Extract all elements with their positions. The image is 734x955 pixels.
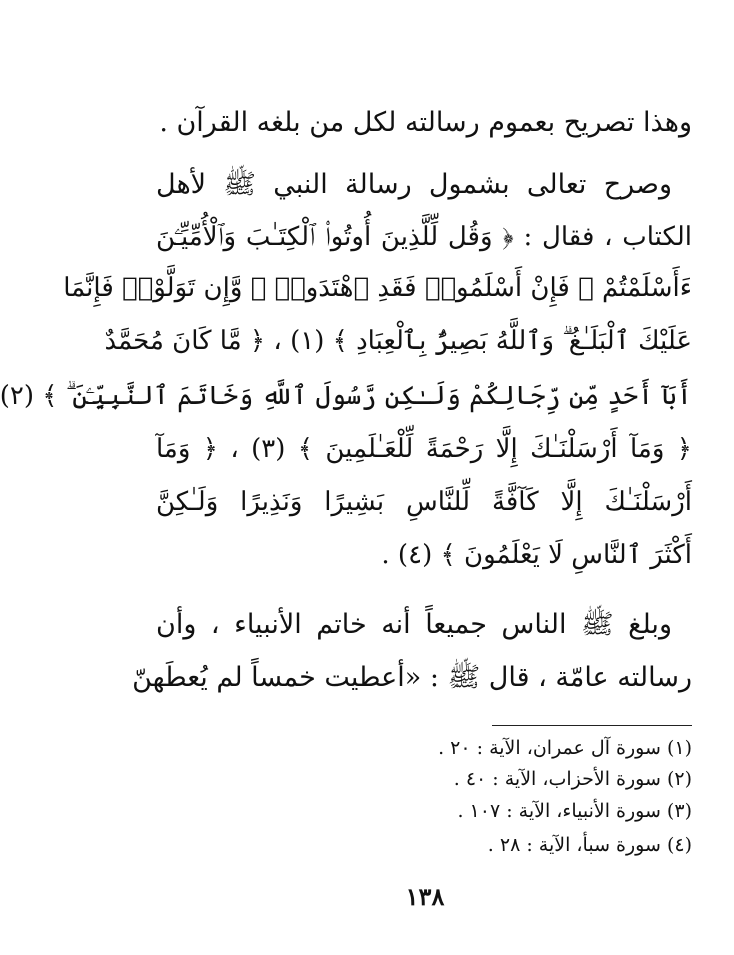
footnote: (٣) سورة الأنبياء، الآية : ١٠٧ . [457, 800, 692, 822]
quran-verse-line: أَكْثَرَ ٱلنَّاسِ لَا يَعْلَمُونَ ﴾ (٤) . [381, 540, 692, 570]
text-line: وبلغ ﷺ الناس جميعاً أنه خاتم الأنبياء ، وأن [156, 609, 672, 640]
footnote-separator [492, 725, 692, 726]
footnote: (٢) سورة الأحزاب، الآية : ٤٠ . [453, 768, 692, 790]
footnote: (٤) سورة سبأ، الآية : ٢٨ . [487, 834, 692, 856]
text-line: وهذا تصريح بعموم رسالته لكل من بلغه القرآن . [159, 107, 692, 138]
text-line: الكتاب ، فقال : ﴿ وَقُل لِّلَّذِينَ أُوتُوا۟ ٱلْكِتَـٰبَ وَٱلْأُمِّيِّـۧنَ [156, 222, 692, 252]
quran-verse-line: عَلَيْكَ ٱلْبَلَـٰغُ ۗ وَٱللَّهُ بَصِيرٌۢ بِٱلْعِبَادِ ﴾ (١) ، ﴿ مَّا كَانَ مُحَمَّدٌ [104, 326, 692, 356]
quran-verse-line: أَبَآ أَحَدٍ مِّن رِّجَالِكُمْ وَلَـٰكِن رَّسُولَ ٱللَّهِ وَخَاتَمَ ٱلنَّبِيِّـۧنَ ۗ ﴾ (٢) [0, 381, 692, 411]
text-line: رسالته عامّة ، قال ﷺ : «أعطيت خمساً لم يُعطَهنّ [132, 662, 692, 693]
quran-verse-line: ﴿ وَمَآ أَرْسَلْنَـٰكَ إِلَّا رَحْمَةً لِّلْعَـٰلَمِينَ ﴾ (٣) ، ﴿ وَمَآ [156, 434, 692, 464]
page-number: ١٣٨ [405, 882, 445, 911]
quran-verse-line: أَرْسَلْنَـٰكَ إِلَّا كَآفَّةً لِّلنَّاسِ بَشِيرًا وَنَذِيرًا وَلَـٰكِنَّ [156, 487, 692, 517]
footnote: (١) سورة آل عمران، الآية : ٢٠ . [438, 737, 692, 759]
text-line: وصرح تعالى بشمول رسالة النبي ﷺ لأهل [156, 169, 672, 200]
quran-verse-line: ءَأَسْلَمْتُمْ ۚ فَإِنْ أَسْلَمُوا۟ فَقَدِ ٱهْتَدَوا۟ ۖ وَّإِن تَوَلَّوْا۟ فَإِنَّمَا [63, 273, 692, 303]
